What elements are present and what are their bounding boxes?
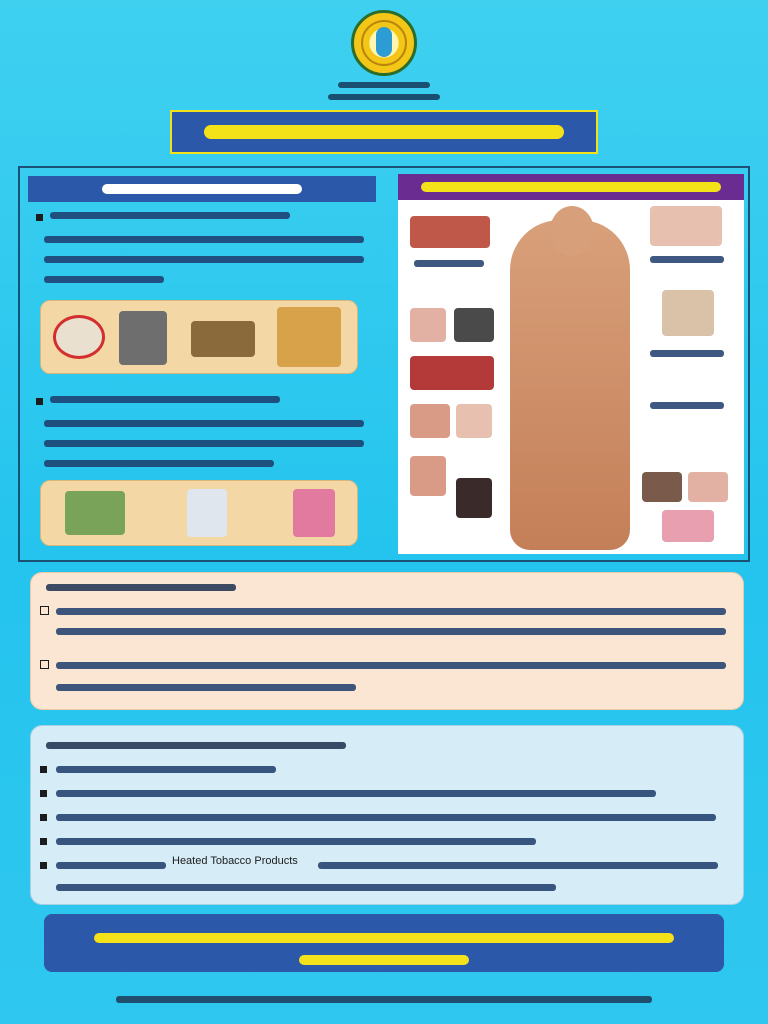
organ-labels-left	[410, 216, 500, 546]
text-line	[44, 256, 364, 263]
text-line	[44, 420, 364, 427]
banner-text-placeholder	[299, 955, 469, 965]
smokeless-products-photo-panel	[40, 480, 358, 546]
organ-image	[642, 472, 682, 502]
banner-text-placeholder	[94, 933, 674, 943]
organ-image	[456, 478, 492, 518]
organ-label	[650, 256, 724, 263]
heated-tobacco-products-text: Heated Tobacco Products	[172, 855, 298, 867]
text-line	[44, 236, 364, 243]
bullet-icon	[36, 398, 43, 405]
bullet-icon	[40, 838, 47, 845]
text-line	[44, 276, 164, 283]
left-panel-heading	[28, 176, 376, 202]
ministry-of-health-logo-icon	[351, 10, 417, 76]
right-panel-heading	[398, 174, 744, 200]
organ-image	[454, 308, 494, 342]
organ-image	[410, 404, 450, 438]
text-line	[56, 884, 556, 891]
bullet-icon	[40, 790, 47, 797]
head-image	[550, 206, 594, 256]
no-smoking-icon	[53, 315, 105, 359]
smoke-products-photo-panel	[40, 300, 358, 374]
org-name-line-1	[338, 82, 430, 88]
text-line	[56, 862, 166, 869]
org-name-line-2	[328, 94, 440, 100]
organ-image	[650, 206, 722, 246]
checkbox-bullet-icon	[40, 660, 49, 669]
smoke-products-heading-placeholder	[50, 212, 290, 219]
poster-title-text-placeholder	[204, 125, 564, 139]
e-cigarette-image	[119, 311, 167, 365]
organ-image	[662, 290, 714, 336]
organ-image	[688, 472, 728, 502]
text-line	[56, 662, 726, 669]
text-line	[56, 628, 726, 635]
organ-label	[414, 260, 484, 267]
organ-image	[410, 308, 446, 342]
poster-title-bar	[170, 110, 598, 154]
organ-image	[410, 456, 446, 496]
organ-image	[410, 356, 494, 390]
chewing-tobacco-tin-image	[293, 489, 335, 537]
text-line	[56, 838, 536, 845]
left-panel-heading-text-placeholder	[102, 184, 302, 194]
checkbox-bullet-icon	[40, 606, 49, 615]
text-line	[44, 460, 274, 467]
text-line	[44, 440, 364, 447]
bullet-icon	[40, 766, 47, 773]
bullet-icon	[40, 814, 47, 821]
right-panel-heading-text-placeholder	[421, 182, 721, 192]
smokeless-products-heading-placeholder	[50, 396, 280, 403]
text-line	[56, 608, 726, 615]
cigar-image	[191, 321, 255, 357]
key-message-banner	[44, 914, 724, 972]
organ-labels-right	[642, 206, 734, 546]
betel-quid-image	[65, 491, 125, 535]
organ-label	[650, 402, 724, 409]
organ-image	[410, 216, 490, 248]
text-line	[56, 790, 656, 797]
bullet-icon	[36, 214, 43, 221]
organ-image	[662, 510, 714, 542]
human-body-organ-diagram	[510, 220, 630, 550]
text-line	[56, 766, 276, 773]
text-line	[56, 684, 356, 691]
organ-image	[456, 404, 492, 438]
organ-label	[650, 350, 724, 357]
cheroot-image	[277, 307, 341, 367]
bullet-icon	[40, 862, 47, 869]
text-line	[56, 814, 716, 821]
snuff-tin-image	[187, 489, 227, 537]
policy-measures-heading-placeholder	[46, 742, 346, 749]
text-line	[318, 862, 718, 869]
footer-note	[116, 996, 652, 1003]
health-effects-heading-placeholder	[46, 584, 236, 591]
